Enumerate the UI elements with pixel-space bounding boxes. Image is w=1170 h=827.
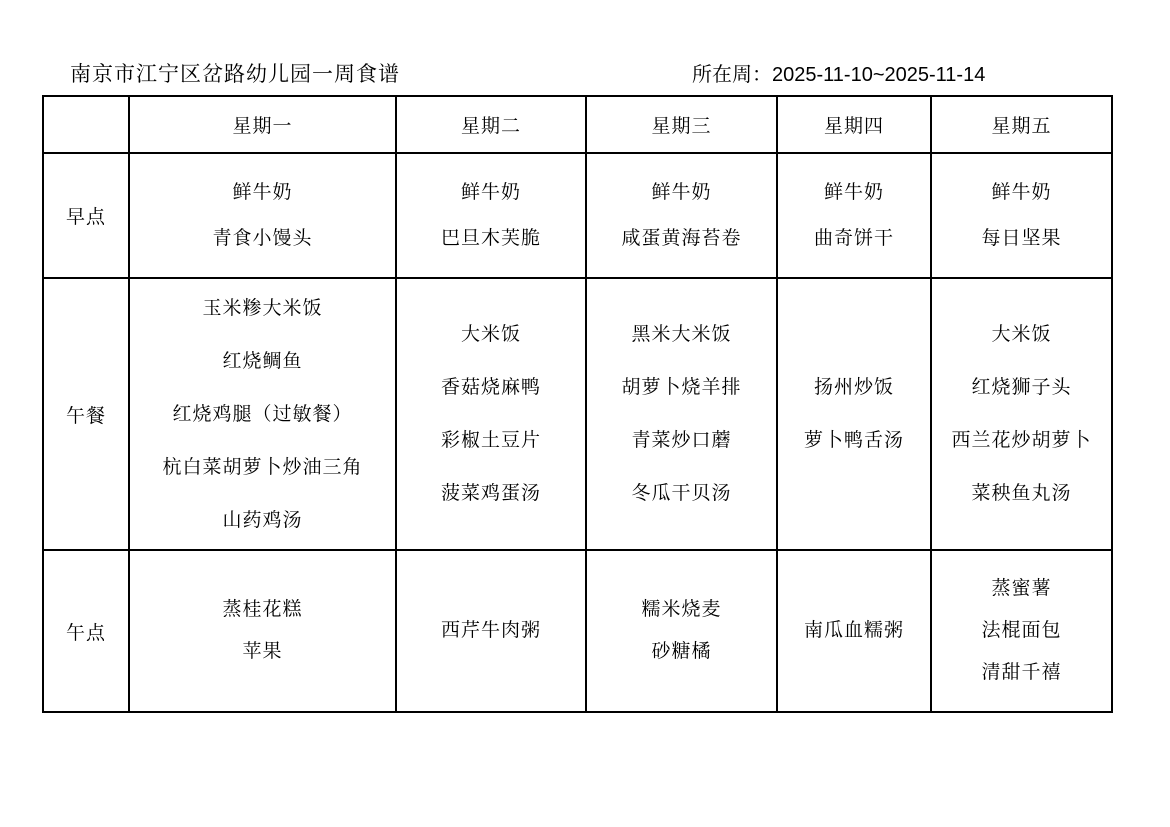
dish: 红烧鲷鱼 (222, 350, 303, 372)
dish: 每日坚果 (981, 227, 1062, 249)
dish: 萝卜鸭舌汤 (803, 430, 904, 451)
column-header-friday: 星期五 (931, 96, 1112, 153)
dish: 鲜牛奶 (651, 181, 712, 203)
cell-snack-friday (931, 550, 1112, 712)
dish: 红烧狮子头 (971, 377, 1072, 398)
week-info (692, 58, 985, 87)
dish: 红烧鸡腿（过敏餐） (172, 403, 353, 425)
page-title: 南京市江宁区岔路幼儿园一周食谱 (70, 62, 400, 86)
dish: 西芹牛肉粥 (440, 620, 541, 641)
dish: 杭白菜胡萝卜炒油三角 (162, 456, 363, 478)
table-row-afternoon-snack (43, 550, 1112, 712)
dish: 法棍面包 (981, 620, 1062, 641)
cell-snack-monday (129, 550, 396, 712)
cell-lunch-wednesday (586, 278, 777, 550)
cell-snack-tuesday (396, 550, 586, 712)
dish: 糯米烧麦 (641, 599, 722, 620)
cell-breakfast-wednesday (586, 153, 777, 278)
dish: 胡萝卜烧羊排 (621, 377, 742, 398)
week-value: 2025-11-10~2025-11-14 (772, 64, 986, 86)
dish: 曲奇饼干 (813, 227, 894, 249)
dish: 黑米大米饭 (631, 324, 732, 345)
dish: 菜秧鱼丸汤 (971, 483, 1072, 504)
dish: 鲜牛奶 (232, 181, 293, 203)
header-row (43, 96, 1112, 153)
cell-breakfast-monday (129, 153, 396, 278)
dish: 鲜牛奶 (823, 181, 884, 203)
cell-lunch-thursday (777, 278, 931, 550)
column-header-thursday: 星期四 (777, 96, 931, 153)
dish: 蒸桂花糕 (222, 599, 303, 620)
cell-snack-thursday (777, 550, 931, 712)
dish: 玉米糁大米饭 (202, 297, 323, 319)
dish: 巴旦木芙脆 (440, 227, 541, 249)
row-label-afternoon-snack: 午点 (43, 550, 129, 712)
row-label-breakfast: 早点 (43, 153, 129, 278)
dish: 菠菜鸡蛋汤 (440, 483, 541, 504)
column-header-wednesday: 星期三 (586, 96, 777, 153)
table-row-lunch (43, 278, 1112, 550)
cell-snack-wednesday (586, 550, 777, 712)
dish: 彩椒土豆片 (440, 430, 541, 451)
row-label-lunch: 午餐 (43, 278, 129, 550)
corner-cell (43, 96, 129, 153)
dish: 大米饭 (991, 324, 1052, 345)
menu-table (42, 95, 1113, 713)
dish: 南瓜血糯粥 (803, 620, 904, 641)
dish: 扬州炒饭 (813, 377, 894, 398)
cell-lunch-monday (129, 278, 396, 550)
dish: 香菇烧麻鸭 (440, 377, 541, 398)
dish: 苹果 (242, 641, 283, 662)
dish: 鲜牛奶 (460, 181, 521, 203)
cell-lunch-friday (931, 278, 1112, 550)
cell-breakfast-tuesday (396, 153, 586, 278)
cell-lunch-tuesday (396, 278, 586, 550)
dish: 清甜千禧 (981, 662, 1062, 683)
dish: 青食小馒头 (212, 227, 313, 249)
column-header-tuesday: 星期二 (396, 96, 586, 153)
dish: 咸蛋黄海苔卷 (621, 227, 742, 249)
dish: 鲜牛奶 (991, 181, 1052, 203)
dish: 冬瓜干贝汤 (631, 483, 732, 504)
dish: 西兰花炒胡萝卜 (951, 430, 1092, 451)
cell-breakfast-thursday (777, 153, 931, 278)
cell-breakfast-friday (931, 153, 1112, 278)
dish: 山药鸡汤 (222, 509, 303, 531)
dish: 蒸蜜薯 (991, 578, 1052, 599)
week-label: 所在周： (692, 64, 772, 86)
column-header-monday: 星期一 (129, 96, 396, 153)
dish: 青菜炒口蘑 (631, 430, 732, 451)
dish: 砂糖橘 (651, 641, 712, 662)
dish: 大米饭 (460, 324, 521, 345)
table-row-breakfast (43, 153, 1112, 278)
